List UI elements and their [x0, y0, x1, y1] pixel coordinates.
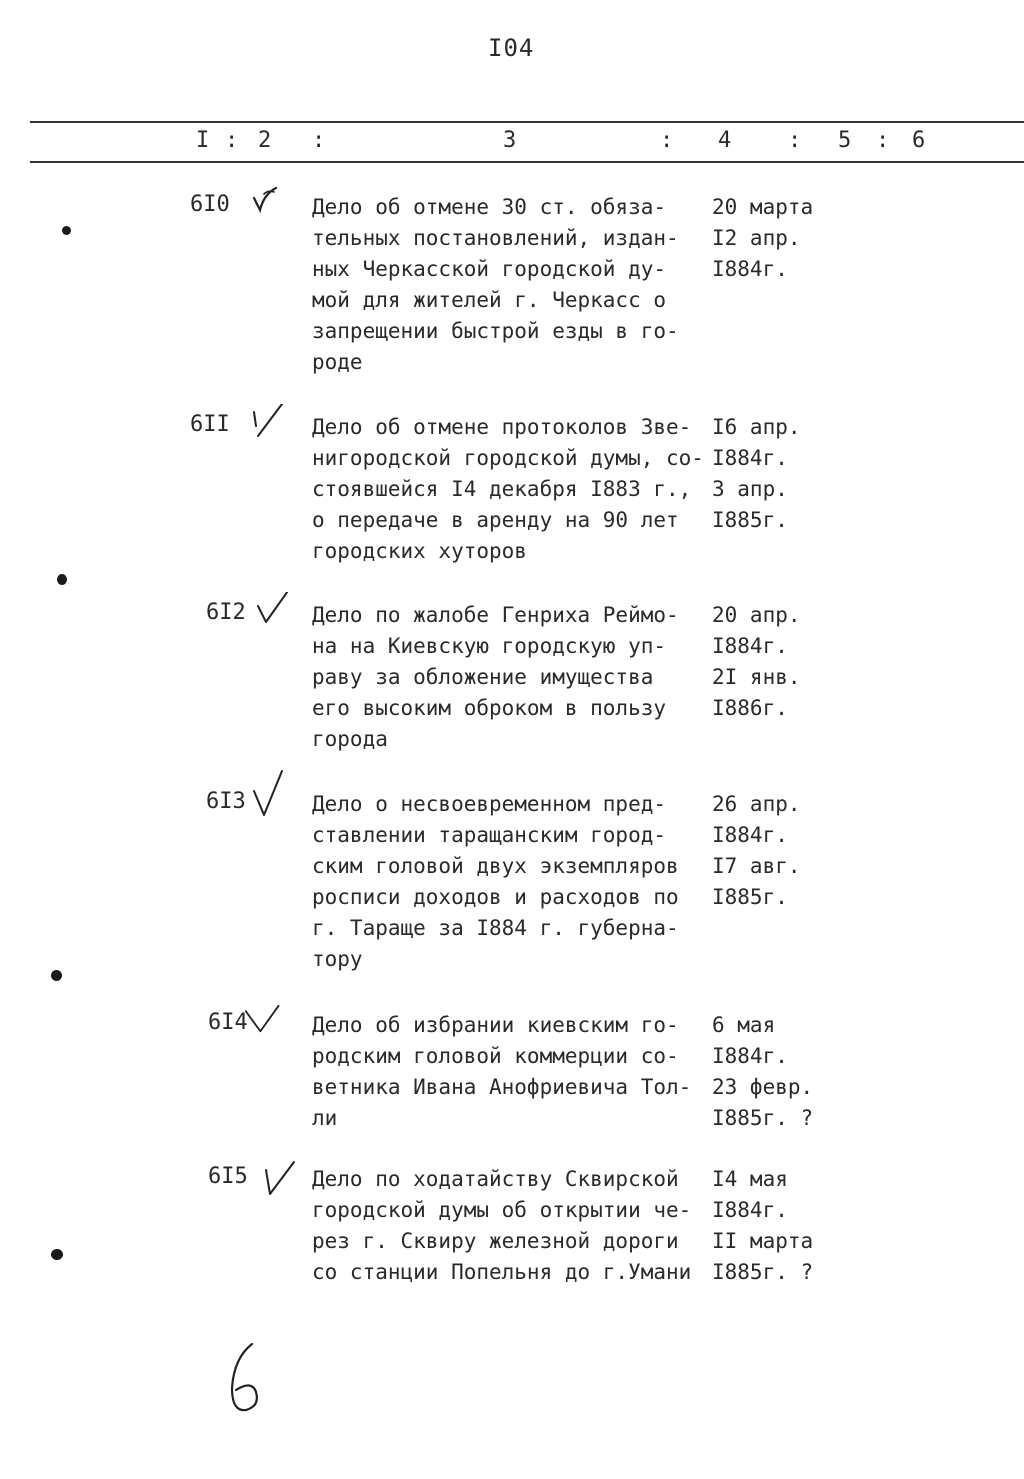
description-line: его высоким оброком в пользу: [312, 696, 667, 720]
date-line: 23 февр.: [712, 1075, 814, 1099]
date-line: I884г.: [712, 634, 788, 658]
date-line: I885г.: [712, 885, 788, 909]
case-dates: [712, 789, 832, 913]
case-number: 6I5: [208, 1164, 248, 1189]
header-sep-3: :: [660, 128, 674, 153]
case-dates: [712, 600, 832, 724]
header-bottom-rule: [30, 161, 1024, 163]
case-number: 6I4: [208, 1010, 248, 1035]
header-sep-2: :: [312, 128, 326, 153]
date-line: II марта: [712, 1229, 814, 1253]
case-number: 6I3: [206, 789, 246, 814]
case-dates: [712, 1164, 832, 1288]
case-dates: [712, 1010, 832, 1134]
case-number: 6I2: [206, 600, 246, 625]
description-line: росписи доходов и расходов по: [312, 885, 679, 909]
handwritten-page-count: [222, 1340, 272, 1420]
description-line: роде: [312, 350, 363, 374]
description-line: Дело об избрании киевским го-: [312, 1013, 679, 1037]
description-line: ли: [312, 1106, 338, 1130]
case-description: [312, 1164, 708, 1288]
description-line: родским головой коммерции со-: [312, 1044, 679, 1068]
handwritten-check-icon: [250, 404, 290, 444]
header-col-4: 4: [718, 128, 732, 153]
case-description: [312, 192, 708, 378]
description-line: нигородской городской думы, со-: [312, 446, 704, 470]
handwritten-check-icon: [244, 1004, 284, 1044]
date-line: I885г. ?: [712, 1106, 814, 1130]
scan-speck: [57, 574, 67, 585]
description-line: городской думы об открытии че-: [312, 1198, 692, 1222]
date-line: I7 авг.: [712, 854, 801, 878]
description-line: ставлении таращанским город-: [312, 823, 667, 847]
description-line: Дело по ходатайству Сквирской: [312, 1167, 679, 1191]
description-line: города: [312, 727, 388, 751]
description-line: ветника Ивана Анофриевича Тол-: [312, 1075, 692, 1099]
case-description: [312, 600, 708, 755]
date-line: 20 марта: [712, 195, 814, 219]
date-line: I6 апр.: [712, 415, 801, 439]
date-line: I884г.: [712, 823, 788, 847]
description-line: на на Киевскую городскую уп-: [312, 634, 667, 658]
description-line: ским головой двух экземпляров: [312, 854, 679, 878]
description-line: тору: [312, 947, 363, 971]
handwritten-check-icon: [250, 184, 290, 224]
description-line: стоявшейся I4 декабря I883 г.,: [312, 477, 692, 501]
header-sep-5: :: [876, 128, 890, 153]
description-line: Дело о несвоевременном пред-: [312, 792, 667, 816]
description-line: городских хуторов: [312, 539, 527, 563]
case-description: [312, 412, 708, 567]
date-line: I884г.: [712, 257, 788, 281]
description-line: со станции Попельня до г.Умани: [312, 1260, 692, 1284]
description-line: Дело об отмене 30 ст. обяза-: [312, 195, 667, 219]
date-line: 2I янв.: [712, 665, 801, 689]
header-col-5: 5: [838, 128, 852, 153]
case-dates: [712, 192, 832, 285]
case-description: [312, 1010, 708, 1134]
date-line: I884г.: [712, 1044, 788, 1068]
header-sep-4: :: [788, 128, 802, 153]
header-sep-1: :: [225, 128, 239, 153]
scan-speck: [51, 970, 62, 981]
description-line: ных Черкасской городской ду-: [312, 257, 667, 281]
handwritten-check-icon: [262, 1160, 302, 1200]
case-number: 6II: [190, 412, 230, 437]
description-line: мой для жителей г. Черкасс о: [312, 288, 667, 312]
date-line: I885г. ?: [712, 1260, 814, 1284]
description-line: Дело по жалобе Генриха Реймо-: [312, 603, 679, 627]
header-col-6: 6: [912, 128, 926, 153]
date-line: I884г.: [712, 446, 788, 470]
case-description: [312, 789, 708, 975]
header-col-1: I: [196, 128, 210, 153]
date-line: I2 апр.: [712, 226, 801, 250]
date-line: I4 мая: [712, 1167, 788, 1191]
description-line: г. Тараще за I884 г. губерна-: [312, 916, 679, 940]
description-line: Дело об отмене протоколов Зве-: [312, 415, 692, 439]
case-dates: [712, 412, 832, 536]
date-line: 20 апр.: [712, 603, 801, 627]
page-number: I04: [488, 34, 535, 62]
date-line: I885г.: [712, 508, 788, 532]
handwritten-check-icon: [256, 592, 296, 632]
case-number: 6I0: [190, 192, 230, 217]
description-line: рез г. Сквиру железной дороги: [312, 1229, 679, 1253]
scan-speck: [62, 226, 71, 235]
description-line: запрещении быстрой езды в го-: [312, 319, 679, 343]
date-line: 3 апр.: [712, 477, 788, 501]
date-line: 26 апр.: [712, 792, 801, 816]
description-line: тельных постановлений, издан-: [312, 226, 679, 250]
header-col-2: 2: [258, 128, 272, 153]
handwritten-check-icon: [250, 769, 290, 821]
date-line: 6 мая: [712, 1013, 776, 1037]
header-top-rule: [30, 121, 1024, 123]
description-line: о передаче в аренду на 90 лет: [312, 508, 679, 532]
date-line: I886г.: [712, 696, 788, 720]
scan-speck: [51, 1249, 63, 1260]
date-line: I884г.: [712, 1198, 788, 1222]
description-line: раву за обложение имущества: [312, 665, 654, 689]
header-col-3: 3: [503, 128, 517, 153]
